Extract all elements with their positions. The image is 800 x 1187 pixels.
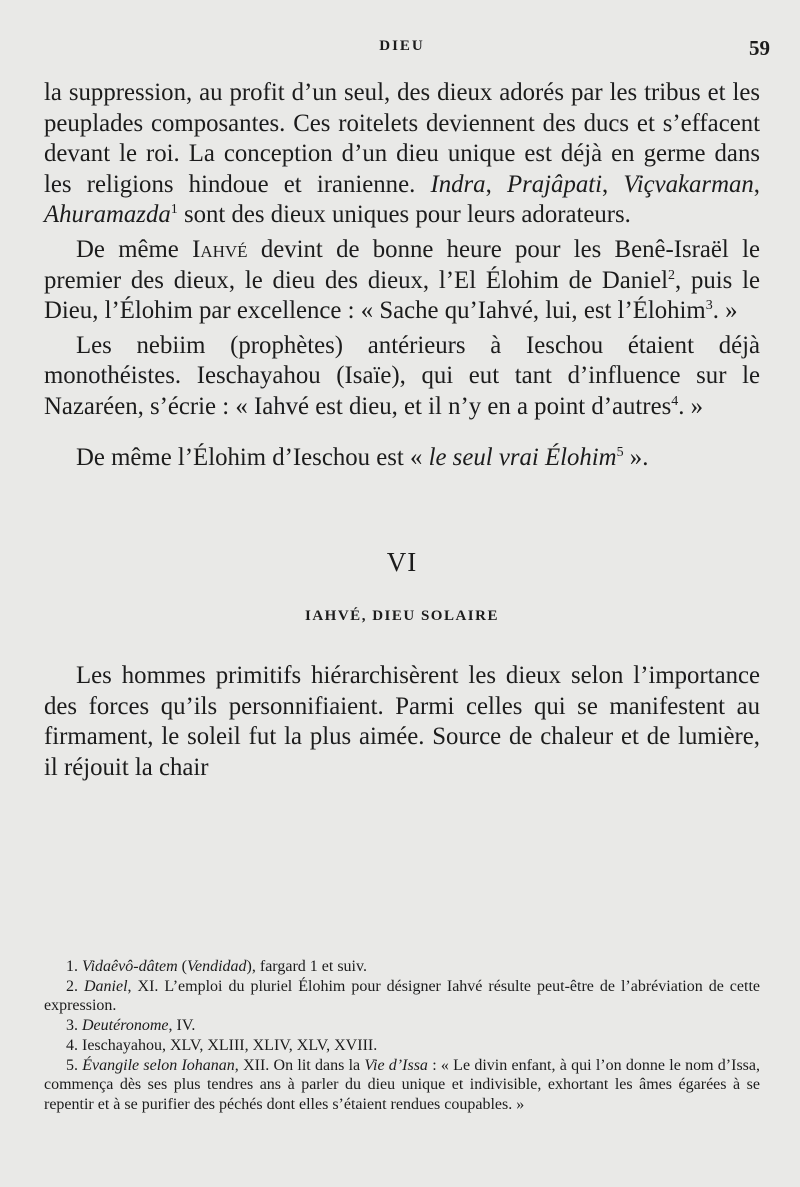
footnote-ref-1[interactable]: 1 [170,202,178,218]
paragraph-2-text-b: devint de bonne heure pour les Benê-Israël le premier des dieux, le dieu des dieux, l’El Élohim de Daniel [44,235,760,294]
paragraph-3-text-a: Les nebiim (prophètes) antérieurs à Ieschou étaient déjà monothéistes. Ieschayahou (Isaïe), qui eut tant d’influence sur le Nazaréen, s’écrie : « Iahvé est dieu, et il n’y en a point d’autres [44,331,760,420]
running-head [44,36,770,62]
footnote-5-title: Évangile selon Iohanan [82,1056,235,1074]
footnote-5 [44,1056,760,1115]
footnote-3-text: , IV. [168,1017,196,1035]
footnotes [44,957,760,1115]
page-number: 59 [749,36,770,60]
footnote-5-title-2: Vie d’Issa [364,1056,428,1074]
footnote-3-title: Deutéronome [82,1017,169,1035]
footnote-number: 5. [66,1056,83,1074]
separator: , [485,170,507,198]
term-vicvakarman: Viçvakarman [623,170,754,198]
book-page [44,0,770,1187]
footnote-4-text: Ieschayahou, XLV, XLIII, XLIV, XLV, XVIII. [82,1036,378,1054]
section-title: IAHVÉ, DIEU SOLAIRE [305,608,499,625]
name-iahve: Iahvé [192,235,248,263]
running-title: DIEU [379,38,425,54]
footnote-5-text-b: : « Le divin enfant, à qui l’on donne le nom d’Issa, commença dès ses plus tendres ans à parler du dieu unique et indivisible, exhortant les âmes égarées à se repentir et à se purifier des péchés dont elles s’étaient rendues coupables. » [44,1056,760,1113]
footnote-4 [44,1036,760,1056]
footnote-number: 2. [66,977,84,995]
paragraph-1 [44,78,760,231]
footnote-number: 1. [66,958,82,975]
footnote-1-title: Vidaêvô-dâtem [82,958,178,975]
paragraph-4-text-a: De même l’Élohim d’Ieschou est « [76,443,429,471]
paragraph-2-text-c: , puis le Dieu, l’Élohim par excellence : « Sache qu’Iahvé, lui, est l’Élohim [44,266,760,325]
separator: , [602,170,624,198]
footnote-2-text: , XI. L’emploi du pluriel Élohim pour désigner Iahvé résulte peut-être de l’abréviation de cette expression. [44,977,761,1015]
term-indra: Indra [430,170,486,198]
paragraph-2-text-a: De même [76,235,193,263]
paragraph-2 [44,235,760,327]
term-prajapati: Prajâpati [506,170,603,198]
paragraph-3 [44,331,760,423]
paragraph-2-text-d: . » [712,297,738,325]
footnote-ref-4[interactable]: 4 [671,393,679,409]
footnote-5-text-a: , XII. On lit dans la [234,1056,365,1074]
footnote-2-title: Daniel [84,977,128,995]
footnote-ref-5[interactable]: 5 [616,444,624,460]
footnote-1-title-2: Vendidad [187,958,247,975]
footnote-1 [44,957,760,977]
term-ahuramazda: Ahuramazda [44,201,171,229]
paragraph-4 [44,443,760,474]
paragraph-5: Les hommes primitifs hiérarchisèrent les dieux selon l’importance des forces qu’ils personnifiaient. Parmi celles qui se manifestent au firmament, le soleil fut la plus aimée. Source de chaleur et de lumière, il réjouit la chair [44,662,760,781]
paragraph-3-text-b: . » [678,392,704,420]
separator: , [753,170,760,198]
footnote-1-open: ( [177,958,187,975]
footnote-number: 3. [66,1017,82,1035]
footnote-3 [44,1016,760,1036]
paragraph-4-text-b: ». [623,443,649,471]
section-number: VI [386,547,418,578]
quote-seul-vrai-elohim: le seul vrai Élohim [428,443,617,471]
paragraph-1-text-b: sont des dieux uniques pour leurs adorateurs. [177,201,631,229]
footnote-1-text: ), fargard 1 et suiv. [246,958,367,975]
footnote-number: 4. [66,1036,82,1054]
paragraph-1-text-a: la suppression, au profit d’un seul, des dieux adorés par les tribus et les peuplades composantes. Ces roitelets deviennent des ducs et s’effacent devant le roi. La conception d’un dieu unique est déjà en germe dans les religions hindoue et iranienne. [44,79,760,198]
footnote-ref-2[interactable]: 2 [667,267,675,283]
body-text [44,78,760,784]
footnote-2 [44,977,760,1016]
footnote-ref-3[interactable]: 3 [705,298,713,314]
